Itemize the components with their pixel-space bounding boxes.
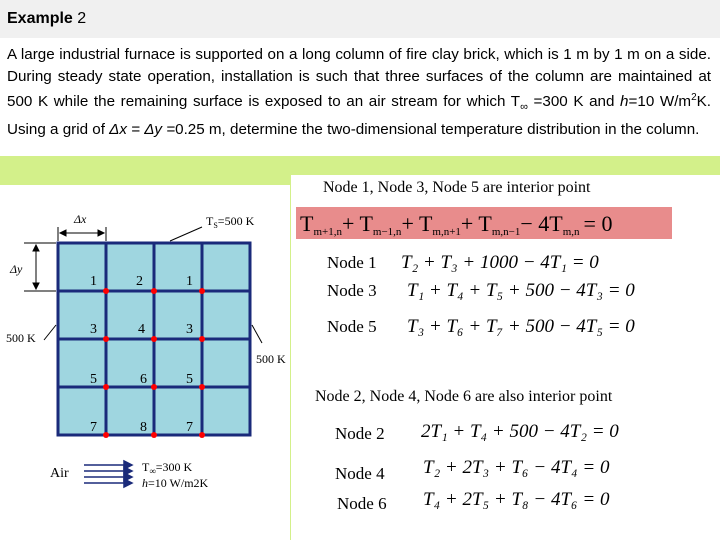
- air-arrows: [84, 461, 132, 487]
- dy-dimension: [24, 243, 56, 291]
- slide-title: [0, 0, 720, 38]
- node-label: 1: [90, 274, 97, 289]
- node-label: 5: [90, 372, 97, 387]
- right-temp-leader: [252, 325, 262, 343]
- node2-label: Node 2: [335, 424, 385, 443]
- node5-label: Node 5: [327, 317, 377, 336]
- intro-interior-1-3-5: Node 1, Node 3, Node 5 are interior point: [323, 179, 591, 196]
- node4-label: Node 4: [335, 464, 385, 483]
- ts-label: $T_S=500$ K: [206, 214, 255, 230]
- left-temp-label: 500 K: [6, 331, 36, 345]
- dx-label: Δx: [74, 212, 87, 226]
- node-label: 2: [136, 274, 143, 289]
- problem-text-5: 0.25 m, determine the two-dimensional temperature distribution in the column.: [175, 120, 700, 138]
- node1-equation: T₂ + T₃ + 1000 − 4T₁ = 0: [401, 252, 599, 273]
- node-label: 7: [186, 420, 193, 435]
- squared-superscript: 2: [691, 92, 697, 104]
- tinf-label: $T_\infty=300$ K: [142, 460, 193, 476]
- grid-diagram: [0, 185, 290, 540]
- intro-interior-2-4-6: Node 2, Node 4, Node 6 are also interior point: [315, 388, 613, 405]
- problem-text-4: K. Using a grid of: [7, 93, 712, 138]
- air-label: Air: [50, 466, 69, 481]
- node-label: 3: [90, 322, 97, 337]
- equations-graphic: [291, 175, 720, 540]
- node6-equation: T₄ + 2T₅ + T₈ − 4T₆ = 0: [423, 489, 610, 510]
- title-word: Example: [7, 10, 73, 27]
- dy-label: Δy: [10, 262, 23, 276]
- problem-text-3: =10 W/m: [628, 93, 692, 111]
- node5-equation: T₃ + T₆ + T₇ + 500 − 4T₅ = 0: [407, 316, 635, 337]
- node-label: 6: [140, 372, 147, 387]
- grid-spacing-expression: Δx = Δy =: [109, 120, 176, 138]
- node1-label: Node 1: [327, 253, 377, 272]
- general-equation: Tm+1,n+ Tm−1,n+ Tm,n+1+ Tm,n−1− 4Tm,n = 0: [300, 211, 613, 238]
- node6-label: Node 6: [337, 494, 387, 513]
- grid-diagram-panel: [0, 185, 290, 540]
- infinity-subscript: ∞: [520, 101, 528, 114]
- node3-equation: T₁ + T₄ + T₅ + 500 − 4T₃ = 0: [407, 280, 635, 301]
- node-label: 1: [186, 274, 193, 289]
- problem-text-1: A large industrial furnace is supported on a long column of fire clay brick, which is 1 m by 1 m on a side. During steady state operation, installation is such that three surfaces of the column are maintained at 500 K while the remaining surface is exposed to an air stream for which T: [7, 46, 711, 111]
- problem-statement: [0, 38, 720, 156]
- h-label: h=10 W/m2K: [142, 476, 209, 490]
- node2-equation: 2T₁ + T₄ + 500 − 4T₂ = 0: [421, 421, 619, 442]
- node-label: 5: [186, 372, 193, 387]
- right-temp-label: 500 K: [256, 352, 286, 366]
- ts-leader: [170, 227, 202, 241]
- title-number: 2: [77, 10, 87, 27]
- node-label: 4: [138, 322, 145, 337]
- h-symbol: h: [620, 93, 629, 111]
- left-temp-leader: [44, 325, 56, 340]
- node-label: 7: [90, 420, 97, 435]
- node-label: 3: [186, 322, 193, 337]
- equations-panel: [291, 175, 720, 540]
- node-label: 8: [140, 420, 147, 435]
- dx-dimension: [58, 227, 106, 241]
- problem-text-2: =300 K and: [527, 93, 621, 111]
- node3-label: Node 3: [327, 281, 377, 300]
- node4-equation: T₂ + 2T₃ + T₆ − 4T₄ = 0: [423, 457, 610, 478]
